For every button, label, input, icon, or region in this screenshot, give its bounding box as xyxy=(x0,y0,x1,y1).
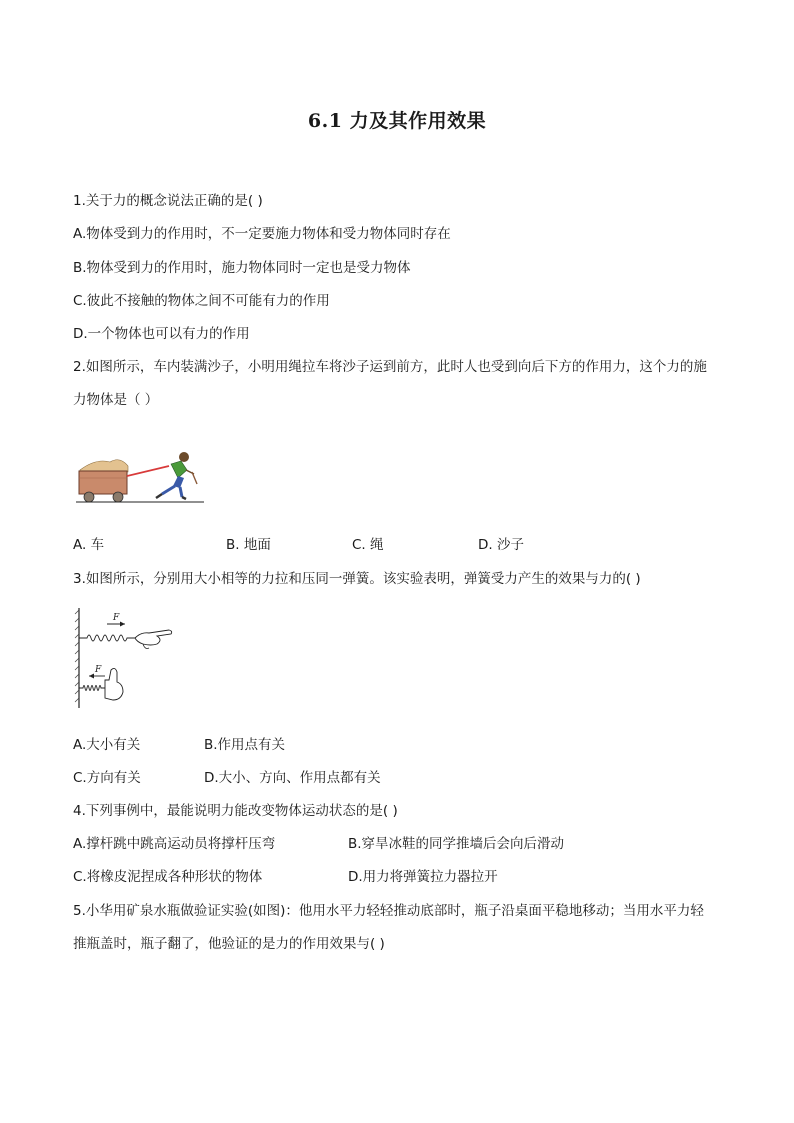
stretched-spring xyxy=(79,635,135,641)
question-2-option-c: C. 绳 xyxy=(352,537,384,553)
sand-pile xyxy=(80,460,128,472)
spring-figure xyxy=(73,606,185,710)
question-4-option-a: A.撑杆跳中跳高运动员将撑杆压弯 xyxy=(73,836,276,852)
cart-pulling-figure xyxy=(76,448,211,506)
question-2-option-d: D. 沙子 xyxy=(478,537,524,553)
force-label-pull: F xyxy=(113,613,120,623)
pushing-thumb xyxy=(105,668,123,700)
question-1-option-d: D.一个物体也可以有力的作用 xyxy=(73,326,250,342)
question-3-option-d: D.大小、方向、作用点都有关 xyxy=(204,770,381,786)
question-1-option-a: A.物体受到力的作用时，不一定要施力物体和受力物体同时存在 xyxy=(73,226,451,242)
question-1-stem: 1.关于力的概念说法正确的是( ) xyxy=(73,193,263,209)
question-3-option-c: C.方向有关 xyxy=(73,770,141,786)
question-2-option-a: A. 车 xyxy=(73,537,105,553)
person-head xyxy=(179,452,189,462)
compressed-spring xyxy=(79,686,105,691)
page-title: 6.1 力及其作用效果 xyxy=(307,110,487,132)
question-2-stem-line-1: 2.如图所示，车内装满沙子，小明用绳拉车将沙子运到前方，此时人也受到向后下方的作用力，这个力的施 xyxy=(73,359,707,375)
question-4-stem: 4.下列事例中，最能说明力能改变物体运动状态的是( ) xyxy=(73,803,398,819)
cart-wheel xyxy=(113,492,123,502)
question-3-stem: 3.如图所示，分别用大小相等的力拉和压同一弹簧。该实验表明，弹簧受力产生的效果与力的( ) xyxy=(73,571,641,587)
question-2-stem-line-2: 力物体是（ ） xyxy=(73,392,159,408)
pulling-hand xyxy=(135,630,172,645)
person-shirt xyxy=(171,461,187,478)
question-1-option-c: C.彼此不接触的物体之间不可能有力的作用 xyxy=(73,293,330,309)
question-1-option-b: B.物体受到力的作用时，施力物体同时一定也是受力物体 xyxy=(73,260,411,276)
question-3-option-a: A.大小有关 xyxy=(73,737,141,753)
force-label-push: F xyxy=(95,665,102,675)
question-2-option-b: B. 地面 xyxy=(226,537,271,553)
cart-wheel xyxy=(84,492,94,502)
question-4-option-c: C.将橡皮泥捏成各种形状的物体 xyxy=(73,869,263,885)
rope xyxy=(127,466,169,476)
question-5-stem-line-1: 5.小华用矿泉水瓶做验证实验(如图)：他用水平力轻轻推动底部时，瓶子沿桌面平稳地移动；当用水平力轻 xyxy=(73,903,704,919)
question-4-option-d: D.用力将弹簧拉力器拉开 xyxy=(348,869,498,885)
question-5-stem-line-2: 推瓶盖时，瓶子翻了，他验证的是力的作用效果与( ) xyxy=(73,936,385,952)
question-4-option-b: B.穿旱冰鞋的同学推墙后会向后滑动 xyxy=(348,836,565,852)
question-3-option-b: B.作用点有关 xyxy=(204,737,286,753)
cart-body xyxy=(79,471,127,494)
